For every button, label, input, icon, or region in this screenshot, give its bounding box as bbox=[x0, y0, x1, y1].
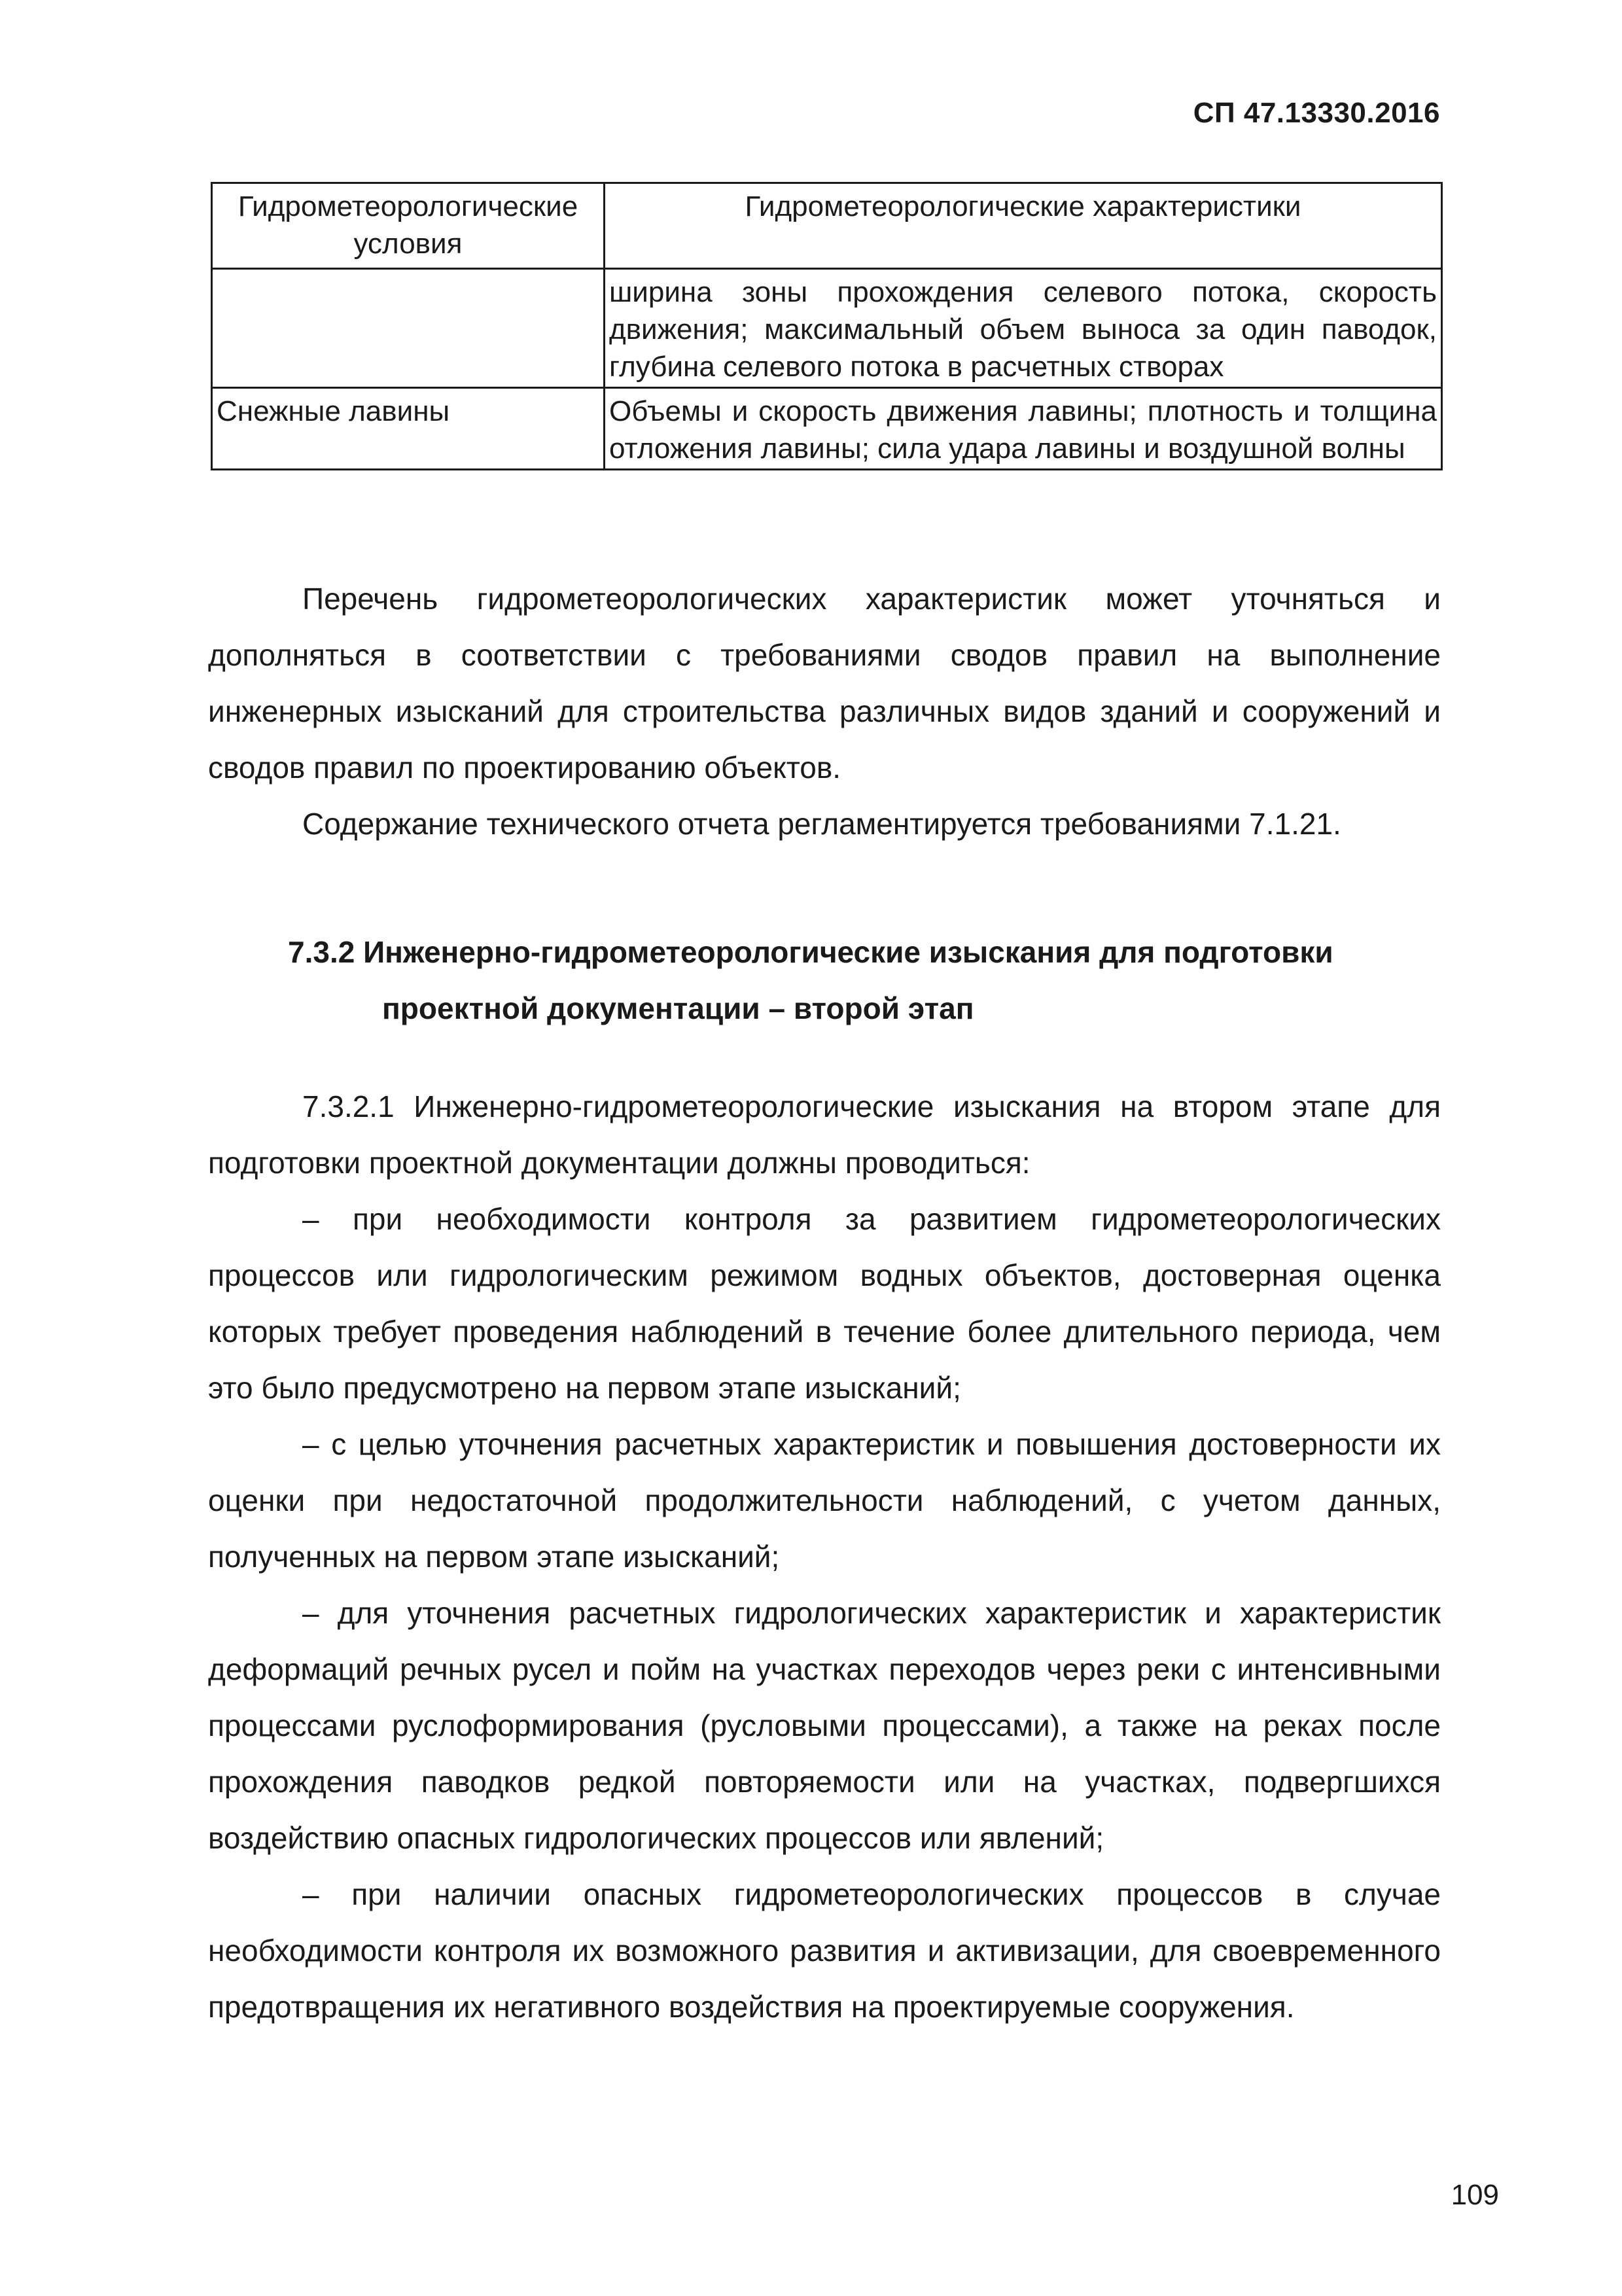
list-item: – при наличии опасных гидрометеорологических процессов в случае необходимости контроля их возможного развития и активизации, для своевременного предотвращения их негативного воздействия на проектируемые сооружения. bbox=[208, 1877, 1441, 2024]
paragraph: Содержание технического отчета регламентируется требованиями 7.1.21. bbox=[302, 807, 1341, 841]
list-item: – при необходимости контроля за развитием гидрометеорологических процессов или гидрологическим режимом водных объектов, достоверная оценка которых требует проведения наблюдений в течение более длительного периода, чем это было предусмотрено на первом этапе изысканий; bbox=[208, 1202, 1441, 1405]
paragraph: 7.3.2.1 Инженерно-гидрометеорологические изыскания на втором этапе для подготовки проектной документации должны проводиться: bbox=[208, 1089, 1441, 1180]
document-code: СП 47.13330.2016 bbox=[1193, 97, 1440, 129]
table-cell-characteristics: ширина зоны прохождения селевого потока, скорость движения; максимальный объем выноса за один паводок, глубина селевого потока в расчетных створах bbox=[605, 269, 1442, 388]
table-cell-condition: Снежные лавины bbox=[212, 388, 605, 470]
page-number: 109 bbox=[1451, 2179, 1499, 2211]
section-heading-line: 7.3.2 Инженерно-гидрометеорологические изыскания для подготовки bbox=[288, 935, 1333, 969]
list-item: – для уточнения расчетных гидрологических характеристик и характеристик деформаций речных русел и пойм на участках переходов через реки с интенсивными процессами руслоформирования (русловыми процессами), а также на реках после прохождения паводков редкой повторяемости или на участках, подвергшихся воздействию опасных гидрологических процессов или явлений; bbox=[208, 1596, 1441, 1855]
list-item: – с целью уточнения расчетных характеристик и повышения достоверности их оценки при недостаточной продолжительности наблюдений, с учетом данных, полученных на первом этапе изысканий; bbox=[208, 1427, 1441, 1574]
intro-text-block bbox=[208, 571, 1441, 852]
table-cell-characteristics: Объемы и скорость движения лавины; плотность и толщина отложения лавины; сила удара лавины и воздушной волны bbox=[605, 388, 1442, 470]
table-row bbox=[212, 388, 1442, 470]
table-cell-condition bbox=[212, 269, 605, 388]
table-header-characteristics: Гидрометеорологические характеристики bbox=[605, 183, 1442, 269]
table-row bbox=[212, 269, 1442, 388]
table-header-row bbox=[212, 183, 1442, 269]
table-header-conditions: Гидрометеорологические условия bbox=[212, 183, 605, 269]
section-heading bbox=[211, 924, 1443, 1036]
section-heading-line: проектной документации – второй этап bbox=[382, 991, 974, 1025]
section-text-block bbox=[208, 1078, 1441, 2035]
characteristics-table bbox=[211, 182, 1443, 470]
paragraph: Перечень гидрометеорологических характеристик может уточняться и дополняться в соответствии с требованиями сводов правил на выполнение инженерных изысканий для строительства различных видов зданий и сооружений и сводов правил по проектированию объектов. bbox=[208, 582, 1441, 785]
